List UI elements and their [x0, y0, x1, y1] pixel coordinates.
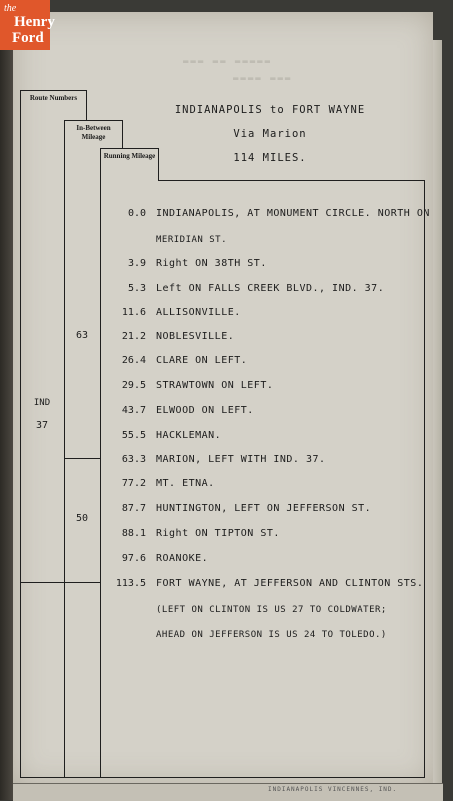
direction-text: Right ON TIPTON ST.	[156, 528, 280, 539]
direction-text: CLARE ON LEFT.	[156, 355, 248, 366]
running-mile: 21.2	[121, 331, 146, 342]
header-route-numbers: Route Numbers	[29, 94, 78, 102]
running-mile: 29.5	[121, 380, 146, 391]
route-title: INDIANAPOLIS to FORT WAYNE	[174, 104, 366, 116]
direction-text: Right ON 38TH ST.	[156, 258, 267, 269]
running-mile: 97.6	[121, 553, 146, 564]
header-running-mileage: Running Mileage	[103, 152, 156, 160]
direction-text: ROANOKE.	[156, 553, 209, 564]
running-mile: 63.3	[121, 454, 146, 465]
direction-text: ALLISONVILLE.	[156, 307, 241, 318]
bleed-through-text: ▬▬▬▬ ▬▬▬	[233, 74, 293, 84]
route-via: Via Marion	[233, 128, 307, 140]
in-between-mileage-2: 50	[75, 513, 89, 524]
running-mile: 26.4	[121, 355, 146, 366]
header-in-between-mileage: In-Between Mileage	[76, 124, 111, 141]
route-total-miles: 114 MILES.	[233, 152, 307, 164]
direction-text: STRAWTOWN ON LEFT.	[156, 380, 274, 391]
direction-text: HACKLEMAN.	[156, 430, 222, 441]
direction-text: HUNTINGTON, LEFT ON JEFFERSON ST.	[156, 503, 372, 514]
henry-ford-logo: the Henry Ford	[0, 0, 50, 50]
note-line-1: (LEFT ON CLINTON IS US 27 TO COLDWATER;	[156, 605, 387, 615]
direction-text: MT. ETNA.	[156, 478, 215, 489]
direction-text: ELWOOD ON LEFT.	[156, 405, 254, 416]
running-mile: 0.0	[127, 208, 146, 219]
note-line-2: AHEAD ON JEFFERSON IS US 24 TO TOLEDO.)	[156, 630, 387, 640]
direction-text: FORT WAYNE, AT JEFFERSON AND CLINTON STS.	[156, 578, 424, 589]
running-mile: 113.5	[115, 578, 146, 589]
running-mile: 5.3	[127, 283, 146, 294]
running-mile: 88.1	[121, 528, 146, 539]
direction-text: INDIANAPOLIS, AT MONUMENT CIRCLE. NORTH ON	[156, 208, 430, 219]
in-between-mileage-1: 63	[75, 330, 89, 341]
running-mile: 77.2	[121, 478, 146, 489]
direction-text: NOBLESVILLE.	[156, 331, 235, 342]
route-number: 37	[35, 420, 49, 431]
next-page-strip	[13, 783, 443, 801]
next-page-text: INDIANAPOLIS VINCENNES, IND.	[268, 786, 398, 793]
running-mile: 3.9	[127, 258, 146, 269]
direction-text: Left ON FALLS CREEK BLVD., IND. 37.	[156, 283, 385, 294]
running-mile: 87.7	[121, 503, 146, 514]
route-label: IND	[33, 398, 51, 408]
bleed-through-text: ▬▬▬ ▬▬ ▬▬▬▬▬	[183, 57, 273, 67]
direction-text-continued: MERIDIAN ST.	[156, 235, 228, 245]
running-mile: 43.7	[121, 405, 146, 416]
running-mile: 11.6	[121, 307, 146, 318]
direction-text: MARION, LEFT WITH IND. 37.	[156, 454, 326, 465]
running-mile: 55.5	[121, 430, 146, 441]
